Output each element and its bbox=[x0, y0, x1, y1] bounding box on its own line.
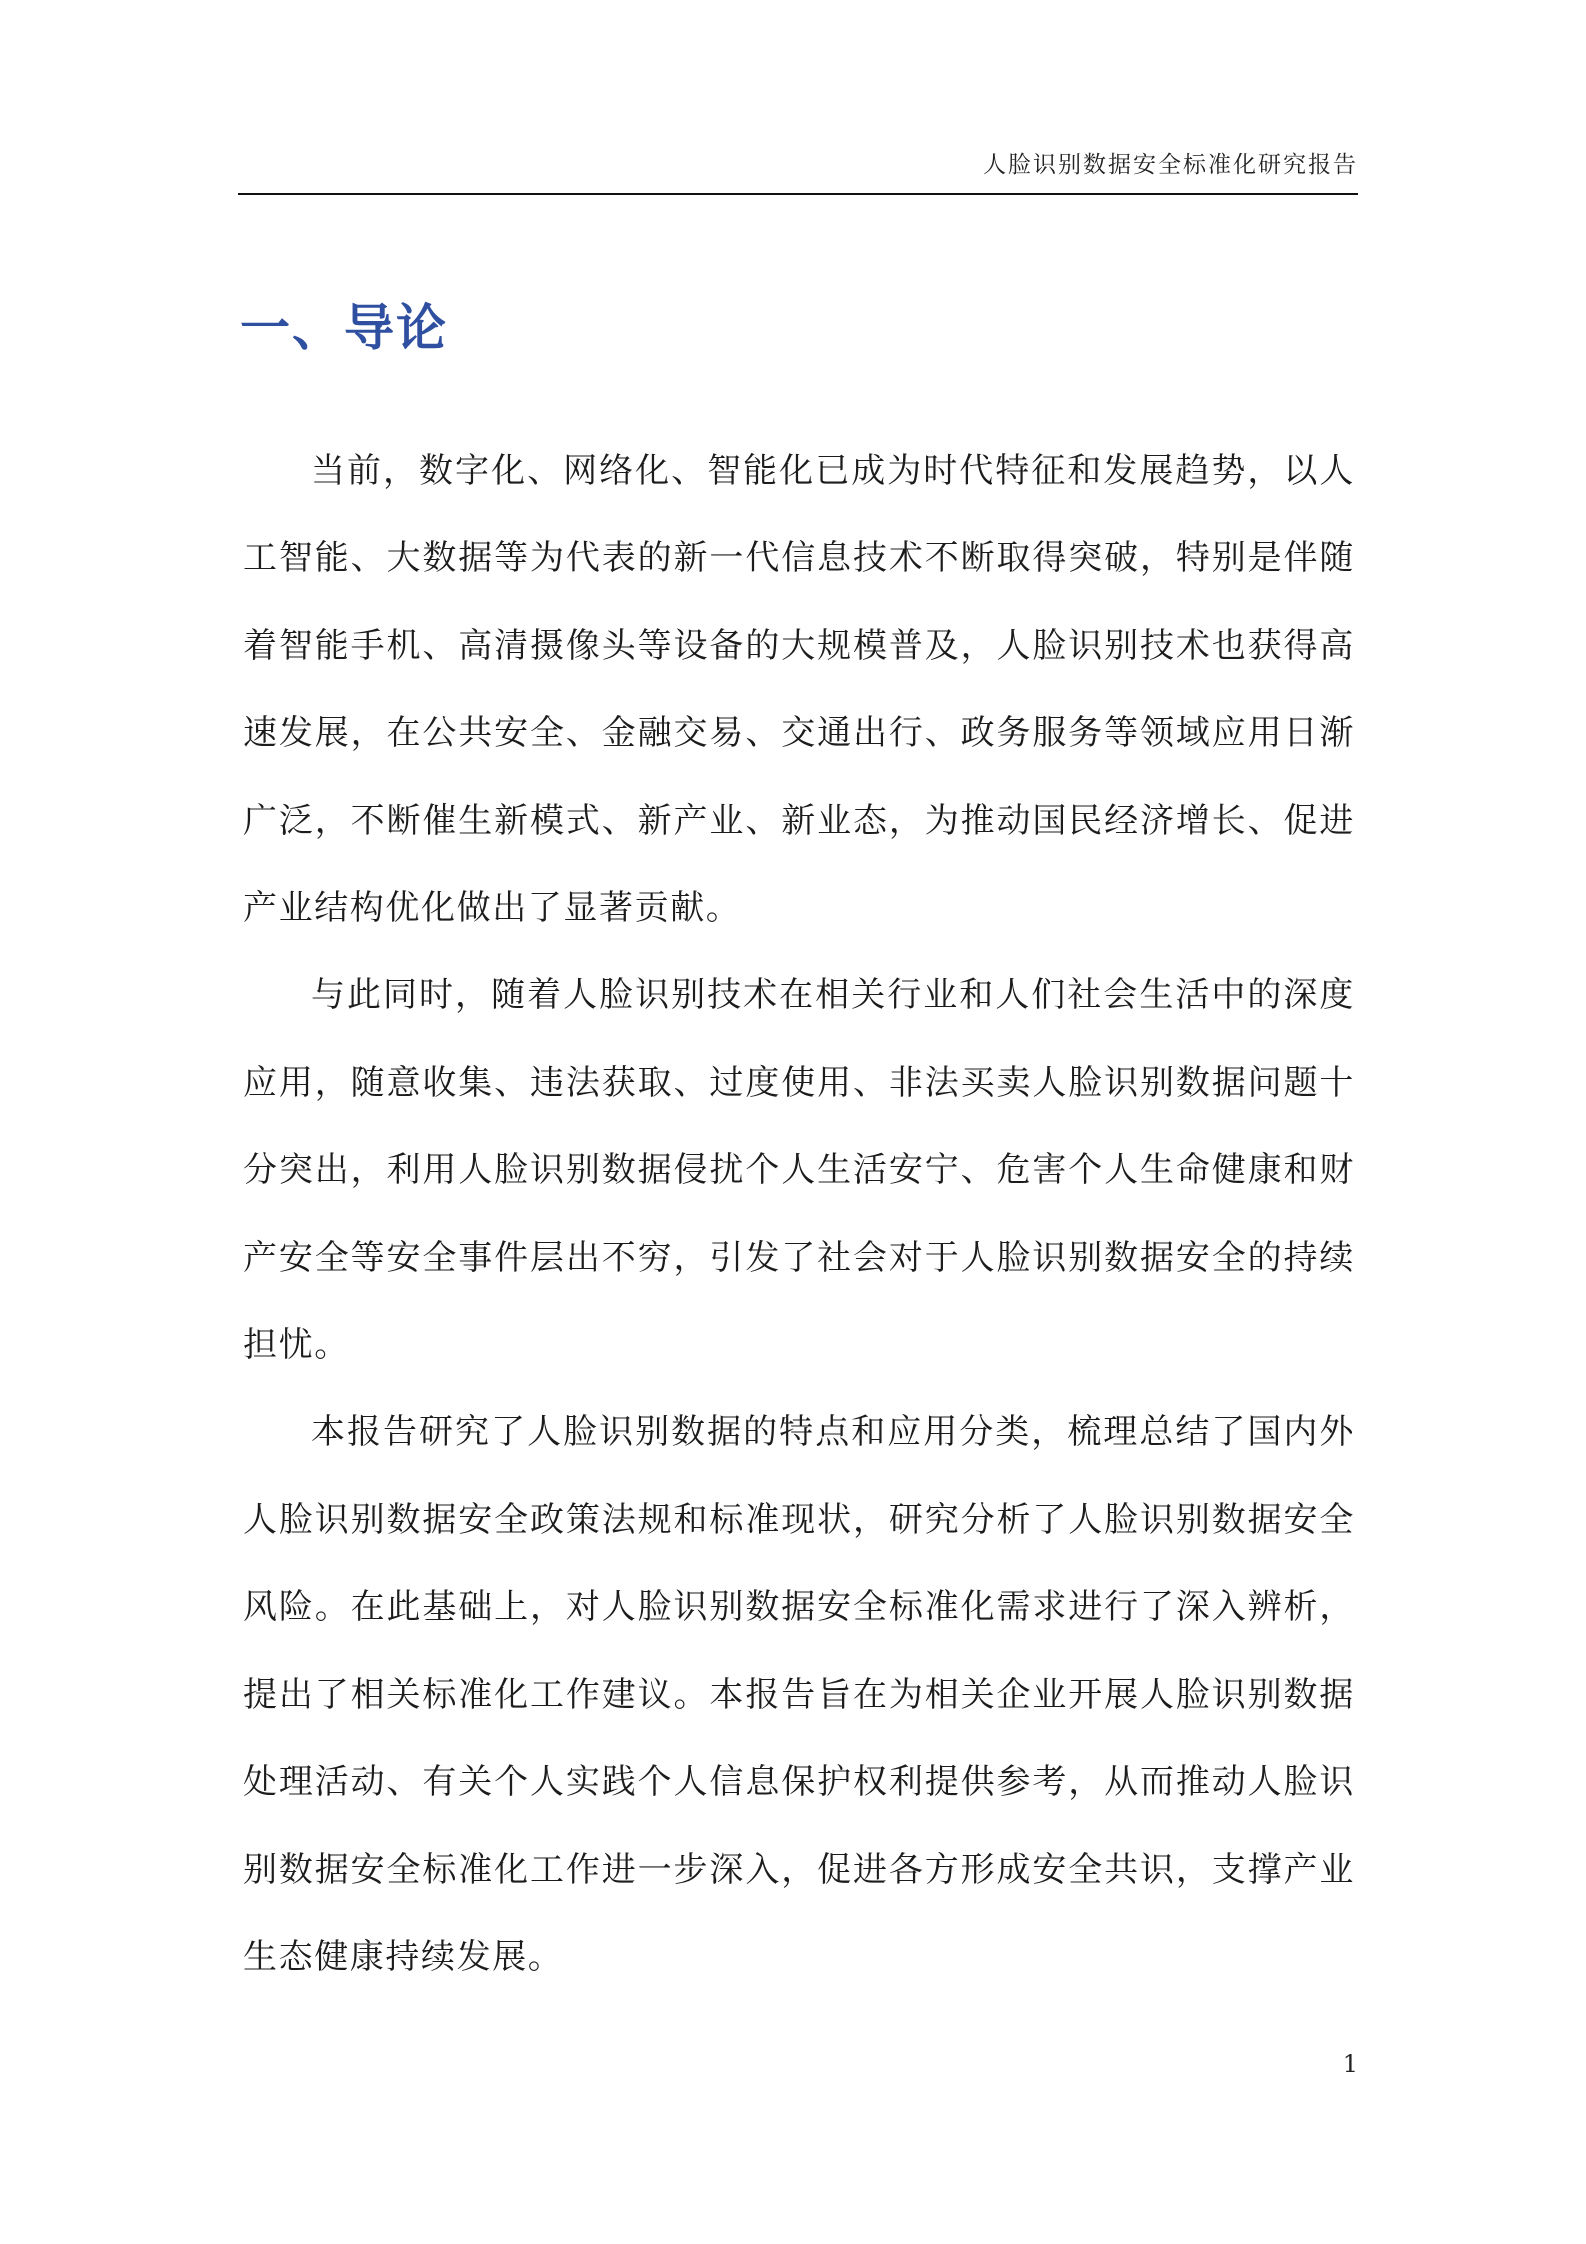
paragraph: 与此同时，随着人脸识别技术在相关行业和人们社会生活中的深度应用，随意收集、违法获取、过度使用、非法买卖人脸识别数据问题十分突出，利用人脸识别数据侵扰个人生活安宁、危害个人生命健康和财产安全等安全事件层出不穷，引发了社会对于人脸识别数据安全的持续担忧。 bbox=[243, 975, 1355, 1366]
page-number: 1 bbox=[1342, 2050, 1358, 2078]
paragraph: 当前，数字化、网络化、智能化已成为时代特征和发展趋势，以人工智能、大数据等为代表的新一代信息技术不断取得突破，特别是伴随着智能手机、高清摄像头等设备的大规模普及，人脸识别技术也获得高速发展，在公共安全、金融交易、交通出行、政务服务等领域应用日渐广泛，不断催生新模式、新产业、新业态，为推动国民经济增长、促进产业结构优化做出了显著贡献。 bbox=[243, 451, 1355, 929]
header-divider bbox=[238, 193, 1358, 195]
paragraph: 本报告研究了人脸识别数据的特点和应用分类，梳理总结了国内外人脸识别数据安全政策法规和标准现状，研究分析了人脸识别数据安全风险。在此基础上，对人脸识别数据安全标准化需求进行了深入辨析，提出了相关标准化工作建议。本报告旨在为相关企业开展人脸识别数据处理活动、有关个人实践个人信息保护权利提供参考，从而推动人脸识别数据安全标准化工作进一步深入，促进各方形成安全共识，支撑产业生态健康持续发展。 bbox=[243, 1412, 1355, 1977]
running-header: 人脸识别数据安全标准化研究报告 bbox=[983, 152, 1358, 178]
section-title: 一、导论 bbox=[240, 299, 448, 357]
body-text bbox=[243, 428, 1355, 2001]
